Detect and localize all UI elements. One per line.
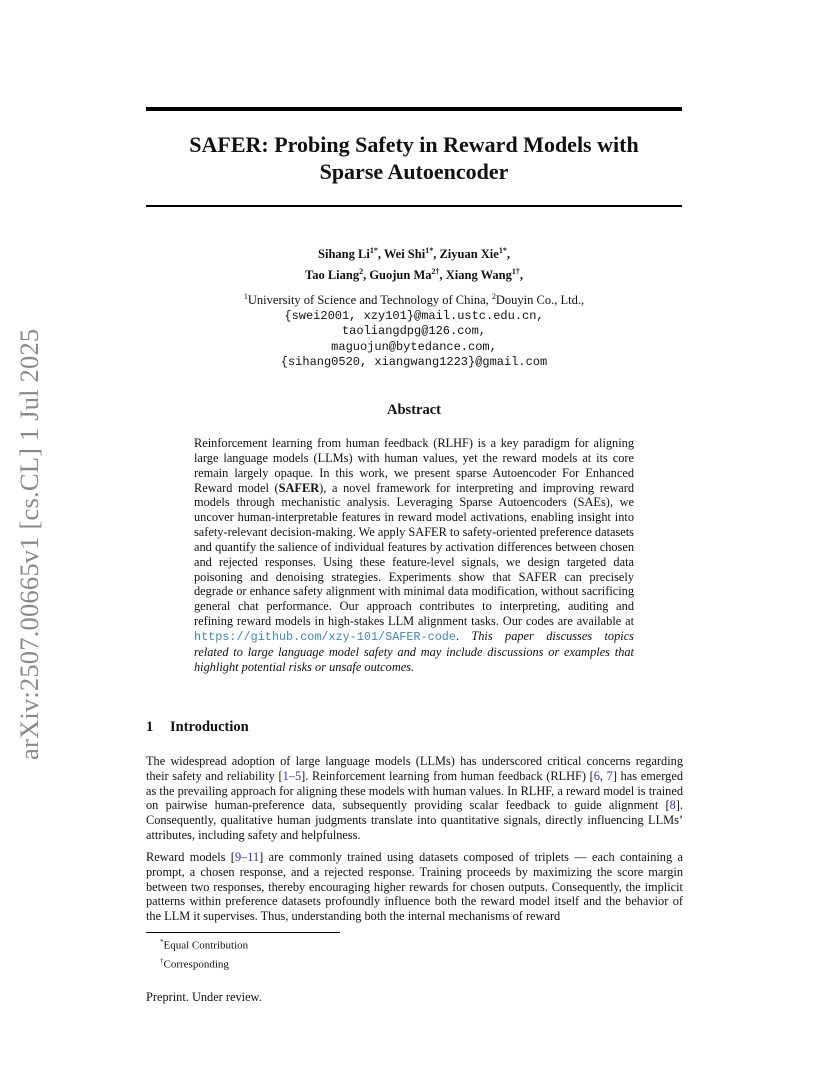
title-top-rule xyxy=(146,107,682,111)
author-name: Tao Liang xyxy=(305,268,360,283)
paragraph-text: Reward models [ xyxy=(146,850,235,864)
paper-title xyxy=(146,131,682,185)
citation-link[interactable]: 1–5 xyxy=(282,768,302,783)
footnote-mark: † xyxy=(160,956,164,965)
section-heading-introduction xyxy=(146,719,249,736)
author-name: Wei Shi xyxy=(383,247,426,262)
abstract-heading: Abstract xyxy=(387,402,441,418)
author-mark: 1* xyxy=(425,246,434,255)
preprint-note: Preprint. Under review. xyxy=(146,990,262,1004)
paragraph-text: ] are commonly trained using datasets composed of triplets — each containing a prompt, a chosen response, and a rejected response. Training proceeds by maximizing the score margin between two responses, thereby encouraging higher rewards for chosen outputs. Consequently, the implicit patterns within preference datasets profoundly influence both the reward model itself and the behavior of the LLM it supervises. Thus, understanding both the internal mechanisms of reward xyxy=(146,850,684,923)
affiliation-line xyxy=(146,289,682,309)
author-line-1: Sihang $Li^{1*}$, Wei Shi$^{1*}$, Ziyuan Xie$^{1*}$, xyxy=(318,246,510,262)
code-link[interactable]: https://github.com/xzy-101/SAFER-code xyxy=(194,629,456,644)
paragraph-text: ]. Consequently, qualitative human judgments translate into quantitative signals, directly influencing LLMs’ attributes, including safety and helpfulness. xyxy=(146,798,683,842)
citation-link[interactable]: 8 xyxy=(669,798,676,813)
intro-paragraph-2 xyxy=(146,850,683,924)
footnote-text: Equal Contribution xyxy=(163,939,249,952)
paragraph-text: ] has emerged as the prevailing approach for aligning these models with human values. In RLHF, a reward model is trained on pairwise human-preference data, subsequently providing scalar feedback to guide alignment [ xyxy=(146,768,683,813)
author-mark: 1† xyxy=(511,267,520,277)
footnote-rule xyxy=(146,932,340,933)
email-line: maguojun@bytedance.com, xyxy=(331,339,497,354)
footnote-mark: * xyxy=(160,938,164,946)
author-line-2: Tao Liang$^2$, Guojun $Ma^{2\dagger}$, Xiang Wang$^{1\dagger}$, xyxy=(305,267,523,283)
title-line-2: Sparse Autoencoder xyxy=(319,159,509,184)
section-number: 1 xyxy=(146,719,154,735)
safety-disclaimer: This paper discusses topics related to large language model safety and may include discussions or examples that highlight potential risks or unsafe outcomes. xyxy=(194,628,634,674)
email-line: {sihang0520, xiangwang1223}@gmail.com xyxy=(280,355,548,370)
title-bottom-rule xyxy=(146,205,682,207)
author-mark: 2† xyxy=(431,267,440,277)
citation-link[interactable]: 9–11 xyxy=(234,850,260,864)
author-mark: 2 xyxy=(359,267,364,277)
email-line: {swei2001, xzy101}@mail.ustc.edu.cn, xyxy=(284,308,544,323)
author-name: Guojun Ma xyxy=(369,268,432,283)
affiliations xyxy=(146,289,682,371)
citation-link[interactable]: 7 xyxy=(606,768,613,783)
paragraph-text: ]. Reinforcement learning from human feedback (RLHF) [ xyxy=(301,768,594,783)
affil-mark: 1 xyxy=(243,292,248,301)
section-title: Introduction xyxy=(170,719,249,735)
paragraph-text: , xyxy=(599,768,607,783)
affiliation-douyin: Douyin Co., Ltd., xyxy=(495,293,585,308)
affil-mark: 2 xyxy=(491,292,496,301)
paragraph-text: The widespread adoption of large language models (LLMs) has underscored critical concerns regarding their safety and reliability [ xyxy=(146,754,683,783)
abstract-safer-bold: SAFER xyxy=(278,480,320,495)
footnotes xyxy=(160,935,248,972)
author-list xyxy=(146,242,682,284)
abstract-text: Reinforcement learning from human feedback (RLHF) is a key paradigm for aligning large language models (LLMs) with human values, yet the reward models at its core remain largely opaque. In this work, we present sparse Autoencoder For Enhanced Reward model ( xyxy=(194,436,634,495)
author-name: Sihang Li xyxy=(318,247,370,262)
email-line: taoliangdpg@126.com, xyxy=(341,324,487,339)
abstract-text: ), a novel framework for interpreting and improving reward models through mechanistic analysis. Leveraging Sparse Autoencoders (SAEs), we uncover human-interpretable features in reward model activations, enabling insight into safety-relevant decision-making. We apply SAFER to safety-oriented preference datasets and quantify the salience of individual features by activation differences between chosen and rejected responses. Using these feature-level signals, we design targeted data poisoning and denoising strategies. Experiments show that SAFER can precisely degrade or enhance safety alignment with minimal data modification, without sacrificing general chat performance. Our approach contributes to interpreting, auditing and refining reward models in high-stakes LLM alignment tasks. Our codes are available at xyxy=(194,480,634,629)
abstract-text: . xyxy=(455,628,472,643)
footnote-equal xyxy=(160,935,248,954)
footnote-text: Corresponding xyxy=(163,958,229,971)
author-mark: 1* xyxy=(369,246,378,255)
author-name: Xiang Wang xyxy=(445,268,512,283)
footnote-corresponding xyxy=(160,954,248,973)
affiliation-ustc: University of Science and Technology of China, xyxy=(247,293,492,308)
abstract-body xyxy=(194,436,634,675)
citation-link[interactable]: 6 xyxy=(593,768,600,783)
arxiv-side-stamp: arXiv:2507.00665v1 [cs.CL] 1 Jul 2025 xyxy=(14,328,44,760)
author-mark: 1* xyxy=(498,246,507,255)
intro-paragraph-1 xyxy=(146,754,683,843)
title-line-1: SAFER: Probing Safety in Reward Models with xyxy=(189,132,639,157)
author-name: Ziyuan Xie xyxy=(439,247,499,262)
